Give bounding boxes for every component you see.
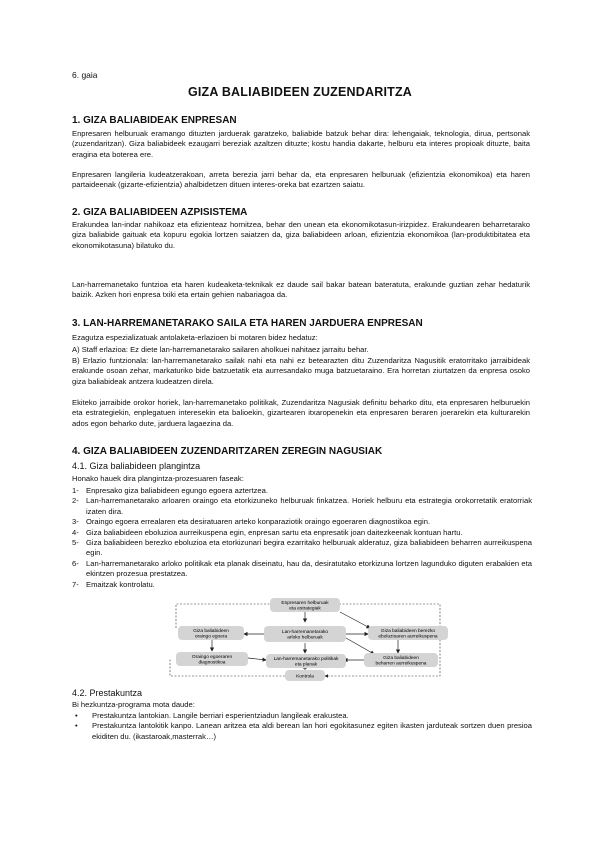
- box-hr-evolution-forecast: [368, 626, 448, 640]
- svg-text:Giza baliabideen: Giza baliabideen: [383, 656, 419, 661]
- box-current-hr-state: [178, 626, 244, 640]
- section-1-heading: 1. GIZA BALIABIDEAK ENPRESAN: [72, 115, 237, 126]
- list-item: 7- Emaitzak kontrolatu.: [72, 579, 155, 589]
- svg-text:diagnostikoa: diagnostikoa: [198, 660, 226, 666]
- subsection-4-1-title: 4.1. Giza baliabideen plangintza: [72, 461, 201, 471]
- svg-text:Giza baliabideen berezko: Giza baliabideen berezko: [380, 629, 436, 634]
- section-2-paragraph-2: Lan-harremanetako funtzioa eta haren kudeaketa-teknikak ez daude sail bakar batean bateratuta, erakunde guztian zehar hedaturik baizik. Azken hori enpresa txiki eta ertain gehien nabariagoa da.: [72, 280, 530, 300]
- section-3-paragraph: Ekiteko jarraibide orokor horiek, lan-harremanetako politikak, Zuzendaritza Nagusiak definitu beharko ditu, eta enpresaren helburuekin eta estrategiekin, enplegatuen interesekin eta balioekin, gizartearen itxaropenekin eta enpresaren beraren joerarekin eta kulturarekin ados egon beharko dute, jarduera lagaezina da.: [72, 398, 530, 428]
- arrow: [248, 658, 266, 660]
- box-labour-objectives: [264, 626, 346, 642]
- box-labour-policies: [266, 654, 346, 668]
- planning-process-diagram: [160, 598, 450, 682]
- feedback-loop-left: [176, 604, 285, 628]
- subsection-4-2-title: 4.2. Prestakuntza: [72, 688, 143, 698]
- section-3-item-b: B) Erlazio funtzionala: lan-harremanetarako sailak nahi eta nahi ez betearazten ditu Zuzendaritza Nagusitik eratorritako jarraibideak erakunde osoan zehar, markaturiko bide batzuetatik eta aurresandako muga batzuetaraino. Era horretan ziurtatzen da enpresa osoko giza baliabideak antzera kudeatzen direla.: [72, 356, 530, 386]
- subsection-4-1-intro: Honako hauek dira plangintza-prozesuaren faseak:: [72, 474, 244, 483]
- box-hr-needs-forecast: [364, 653, 438, 667]
- box-current-diagnosis: [176, 652, 248, 666]
- list-item: 2- Lan-harremanetarako arloaren oraingo eta etorkizuneko helburuak finkatzea. Horiek helburu eta estrategia orokorretatik eratorriak izaten dira.: [72, 496, 532, 516]
- box-control: [285, 670, 325, 681]
- section-3-item-a: A) Staff erlazioa: Ez diete lan-harremanetarako sailaren aholkuei nahitaez jarraitu behar.: [72, 345, 369, 354]
- section-4-heading: 4. GIZA BALIABIDEEN ZUZENDARITZAREN ZEREGIN NAGUSIAK: [72, 446, 383, 457]
- svg-text:oraingo egoera: oraingo egoera: [194, 634, 228, 640]
- box-company-objectives: [270, 598, 340, 612]
- subsection-4-2-intro: Bi hezkuntza-programa mota daude:: [72, 700, 195, 709]
- svg-text:eta estrategiak: eta estrategiak: [289, 606, 321, 612]
- section-2-heading: 2. GIZA BALIABIDEEN AZPISISTEMA: [72, 207, 248, 218]
- svg-text:Lan-harremanetarako: Lan-harremanetarako: [281, 630, 329, 635]
- arrow: [340, 612, 370, 628]
- list-item: 3- Oraingo egoera errealaren eta desiratuaren arteko konparaziotik oraingo egoeraren diagnostikoa egin.: [72, 517, 431, 527]
- svg-text:Kontrola: Kontrola: [296, 674, 314, 680]
- svg-text:arloko helburuak: arloko helburuak: [287, 635, 323, 641]
- list-item: 6- Lan-harremanetarako arloko politikak eta planak diseinatu, hau da, desiratutako etorkizuna lortzen lagunduko diguten erabakien eta ekintzen prozesua prestatzea.: [72, 558, 532, 579]
- svg-text:Lan-harremanetarako politikak: Lan-harremanetarako politikak: [273, 657, 339, 662]
- section-3-intro: Ezagutza espezializatuak antolaketa-erlazioen bi motaren bidez hedatuz:: [72, 333, 318, 342]
- list-item: 4- Giza baliabideen eboluzioa aurreikuspena egin, enpresan sartu eta enpresatik joan daitezkeenak kontuan hartu.: [72, 527, 463, 537]
- section-3-heading: 3. LAN-HARREMANETARAKO SAILA ETA HAREN JARDUERA ENPRESAN: [72, 318, 423, 329]
- svg-text:beharren aurreikuspena: beharren aurreikuspena: [375, 661, 427, 667]
- list-item: 5- Giza baliabideen berezko eboluzioa eta etorkizunari begira ezarritako helburuak alderatuz, giza baliabideen beharren aurreikuspena egin.: [72, 538, 532, 558]
- list-item: 1- Enpresako giza baliabideen egungo egoera aztertzea.: [72, 486, 268, 495]
- training-programs-list: [72, 711, 532, 742]
- svg-text:Oraingo egoeraren: Oraingo egoeraren: [191, 655, 233, 660]
- svg-text:eboluzioaren aurreikuspena: eboluzioaren aurreikuspena: [378, 634, 438, 640]
- list-item: • Prestakuntza lantokitik kanpo. Lanean aritzea eta aldi berean lan hori egokitasunez egiten ikasten jarduteak sortzen duen presioa ekiditen du. (ikastaroak,masterrak…): [75, 721, 532, 741]
- svg-text:eta planak: eta planak: [294, 662, 318, 668]
- section-1-paragraph-1: Enpresaren helburuak eramango dituzten jarduerak garatzeko, baliabide batzuk behar dira: lehengaiak, teknologia, dirua, pertsonak (zuzendaritzan). Giza baliabideek ezaugarri bereziak azaltzen dituzte; kostu handia dakarte, helburu eta interes propioak dituzte, baita eragina eta boterea ere.: [72, 129, 530, 159]
- svg-text:Enpresaren helburuak: Enpresaren helburuak: [281, 601, 329, 606]
- document-title: GIZA BALIABIDEEN ZUZENDARITZA: [187, 85, 413, 99]
- arrow: [346, 638, 374, 654]
- planning-steps-list: [72, 486, 532, 590]
- section-2-paragraph-1: Erakundea lan-indar nahikoaz eta efizienteaz hornitzea, behar den unean eta ekonomikotasun-irizpidez. Erakundearen beharretarako giza baliabide gaituak eta kopuru egokia lortzen saiatzen da, giza baliabideen arloan, efizientzia ekonomikoa (lan-produktibitatea eta ekonomikotasuna) bilatuko du.: [72, 220, 530, 250]
- svg-text:Giza baliabideen: Giza baliabideen: [193, 629, 229, 634]
- unit-label: 6. gaia: [72, 70, 98, 80]
- section-1-paragraph-2: Enpresaren langileria kudeatzerakoan, arreta berezia jarri behar da, eta enpresaren helburuak (efizientzia ekonomikoa) eta haren partaideenak (gizarte-efizientzia) ahalbidetzen dituen interes-oreka bat ezartzen saiatu.: [72, 170, 530, 190]
- list-item: • Prestakuntza lantokian. Langile berriari esperientziadun langileak erakustea.: [75, 711, 349, 720]
